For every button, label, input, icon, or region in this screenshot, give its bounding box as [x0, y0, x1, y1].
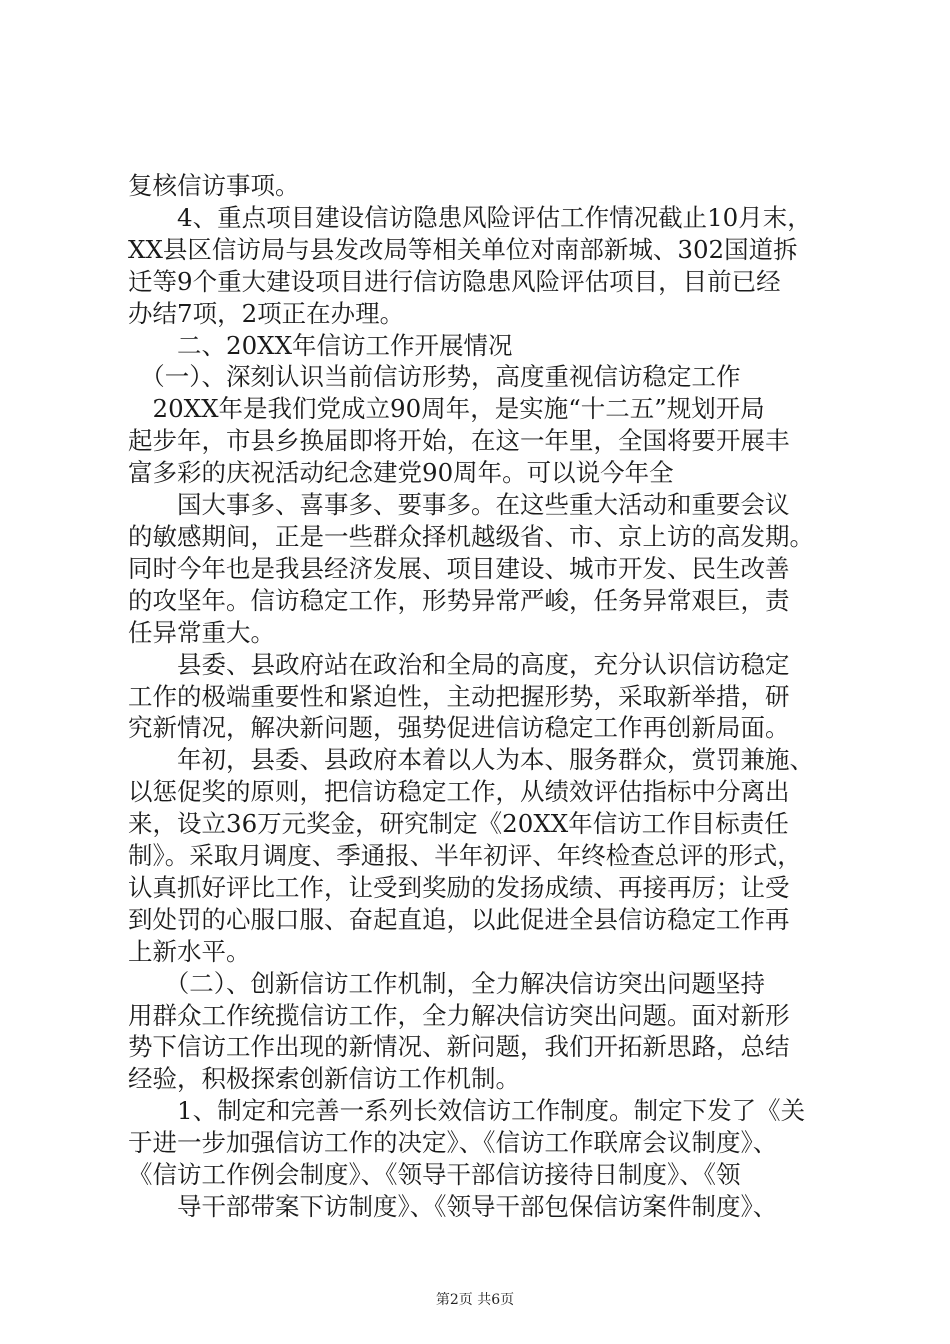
text-line: 4、重点项目建设信访隐患风险评估工作情况截止10月末，: [128, 202, 812, 232]
text-line: 迁等9个重大建设项目进行信访隐患风险评估项目，目前已经: [128, 266, 781, 296]
text-line: 经验，积极探索创新信访工作机制。: [128, 1064, 520, 1094]
text-line: XX县区信访局与县发改局等相关单位对南部新城、302国道拆: [128, 234, 798, 264]
text-line: 用群众工作统揽信访工作，全力解决信访突出问题。面对新形: [128, 1000, 790, 1030]
body-text: [128, 170, 838, 1223]
text-line: 任异常重大。: [128, 617, 275, 647]
text-line: 办结7项，2项正在办理。: [128, 298, 405, 328]
text-line: 同时今年也是我县经济发展、项目建设、城市开发、民生改善: [128, 553, 790, 583]
section-heading: 二、20XX年信访工作开展情况: [128, 330, 513, 360]
text-line: 年初，县委、县政府本着以人为本、服务群众，赏罚兼施、: [128, 745, 814, 775]
text-line: 导干部带案下访制度》、《领导干部包保信访案件制度》、: [128, 1192, 778, 1221]
page-footer: 第2页 共6页: [435, 1292, 515, 1308]
text-line: 势下信访工作出现的新情况、新问题，我们开拓新思路，总结: [128, 1032, 790, 1062]
text-line: 国大事多、喜事多、要事多。在这些重大活动和重要会议: [128, 490, 790, 520]
text-line: 的敏感期间，正是一些群众择机越级省、市、京上访的高发期。: [128, 521, 814, 551]
text-line: 上新水平。: [128, 936, 251, 966]
text-line: 于进一步加强信访工作的决定》、《信访工作联席会议制度》、: [128, 1128, 778, 1158]
text-line: 20XX年是我们党成立90周年，是实施“十二五”规划开局: [128, 394, 765, 424]
text-line: 制》。采取月调度、季通报、半年初评、年终检查总评的形式，: [128, 841, 802, 871]
text-line: 究新情况，解决新问题，强势促进信访稳定工作再创新局面。: [128, 713, 790, 743]
text-line: 到处罚的心服口服、奋起直追，以此促进全县信访稳定工作再: [128, 904, 790, 934]
text-line: 认真抓好评比工作，让受到奖励的发扬成绩、再接再厉；让受: [128, 872, 790, 902]
text-line: 以惩促奖的原则，把信访稳定工作，从绩效评估指标中分离出: [128, 777, 790, 807]
subsection-heading: （二）、创新信访工作机制，全力解决信访突出问题坚持: [128, 968, 765, 998]
text-line: 工作的极端重要性和紧迫性，主动把握形势，采取新举措，研: [128, 681, 790, 711]
text-line: 县委、县政府站在政治和全局的高度，充分认识信访稳定: [128, 649, 790, 679]
subsection-heading: （一）、深刻认识当前信访形势，高度重视信访稳定工作: [128, 362, 741, 392]
text-line: 起步年，市县乡换届即将开始，在这一年里，全国将要开展丰: [128, 426, 790, 456]
text-line: 《信访工作例会制度》、《领导干部信访接待日制度》、《领: [128, 1160, 741, 1190]
text-line: 1、制定和完善一系列长效信访工作制度。制定下发了《关: [128, 1096, 806, 1126]
text-line: 的攻坚年。信访稳定工作，形势异常严峻，任务异常艰巨，责: [128, 585, 790, 615]
text-line: 来，设立36万元奖金，研究制定《20XX年信访工作目标责任: [128, 809, 789, 839]
text-line: 复核信访事项。: [128, 171, 300, 200]
text-line: 富多彩的庆祝活动纪念建党90周年。可以说今年全: [128, 458, 674, 488]
